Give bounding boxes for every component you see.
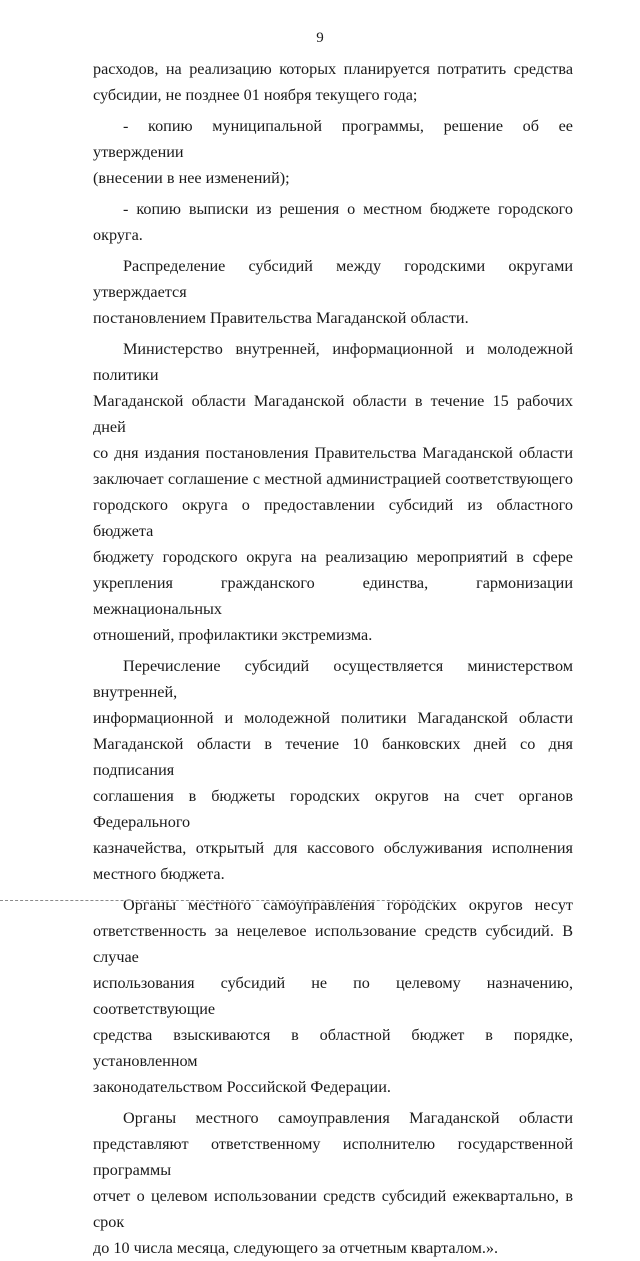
- text-line: со дня издания постановления Правительства Магаданской области: [93, 444, 573, 462]
- text-line: Магаданской области Магаданской области в течение 15 рабочих дней: [93, 392, 573, 436]
- text-line: Органы местного самоуправления городских округов несут: [123, 896, 573, 914]
- scan-edge-divider: [0, 900, 440, 901]
- text-line: Распределение субсидий между городскими округами утверждается: [93, 257, 573, 301]
- text-line: отчет о целевом использовании средств субсидий ежеквартально, в срок: [93, 1187, 573, 1231]
- text-line: бюджету городского округа на реализацию мероприятий в сфере: [93, 548, 573, 566]
- text-line: местного бюджета.: [93, 865, 225, 883]
- text-line: казначейства, открытый для кассового обслуживания исполнения: [93, 839, 573, 857]
- text-line: расходов, на реализацию которых планируется потратить средства: [93, 60, 573, 78]
- text-line: отношений, профилактики экстремизма.: [93, 626, 373, 644]
- text-line: (внесении в нее изменений);: [93, 169, 290, 187]
- text-line: - копию муниципальной программы, решение об ее утверждении: [93, 117, 573, 161]
- text-line: использования субсидий не по целевому назначению, соответствующие: [93, 974, 573, 1018]
- page-number: 9: [316, 30, 324, 46]
- text-line: укрепления гражданского единства, гармонизации межнациональных: [93, 574, 573, 618]
- text-line: до 10 числа месяца, следующего за отчетным кварталом.».: [93, 1239, 499, 1257]
- text-line: средства взыскиваются в областной бюджет в порядке, установленном: [93, 1026, 573, 1070]
- text-line: соглашения в бюджеты городских округов на счет органов Федерального: [93, 787, 573, 831]
- text-line: Магаданской области в течение 10 банковских дней со дня подписания: [93, 735, 573, 779]
- text-line: субсидии, не позднее 01 ноября текущего года;: [93, 86, 418, 104]
- text-line: информационной и молодежной политики Магаданской области: [93, 709, 573, 727]
- document-body: [93, 56, 573, 1261]
- text-line: - копию выписки из решения о местном бюджете городского округа.: [93, 200, 573, 244]
- text-line: заключает соглашение с местной администрацией соответствующего: [93, 470, 573, 488]
- text-line: Министерство внутренней, информационной и молодежной политики: [93, 340, 573, 384]
- text-line: городского округа о предоставлении субсидий из областного бюджета: [93, 496, 573, 540]
- text-line: законодательством Российской Федерации.: [93, 1078, 391, 1096]
- text-line: Органы местного самоуправления Магаданской области: [123, 1109, 573, 1127]
- text-line: ответственность за нецелевое использование средств субсидий. В случае: [93, 922, 573, 966]
- text-line: Перечисление субсидий осуществляется министерством внутренней,: [93, 657, 573, 701]
- text-line: постановлением Правительства Магаданской области.: [93, 309, 469, 327]
- text-line: представляют ответственному исполнителю государственной программы: [93, 1135, 573, 1179]
